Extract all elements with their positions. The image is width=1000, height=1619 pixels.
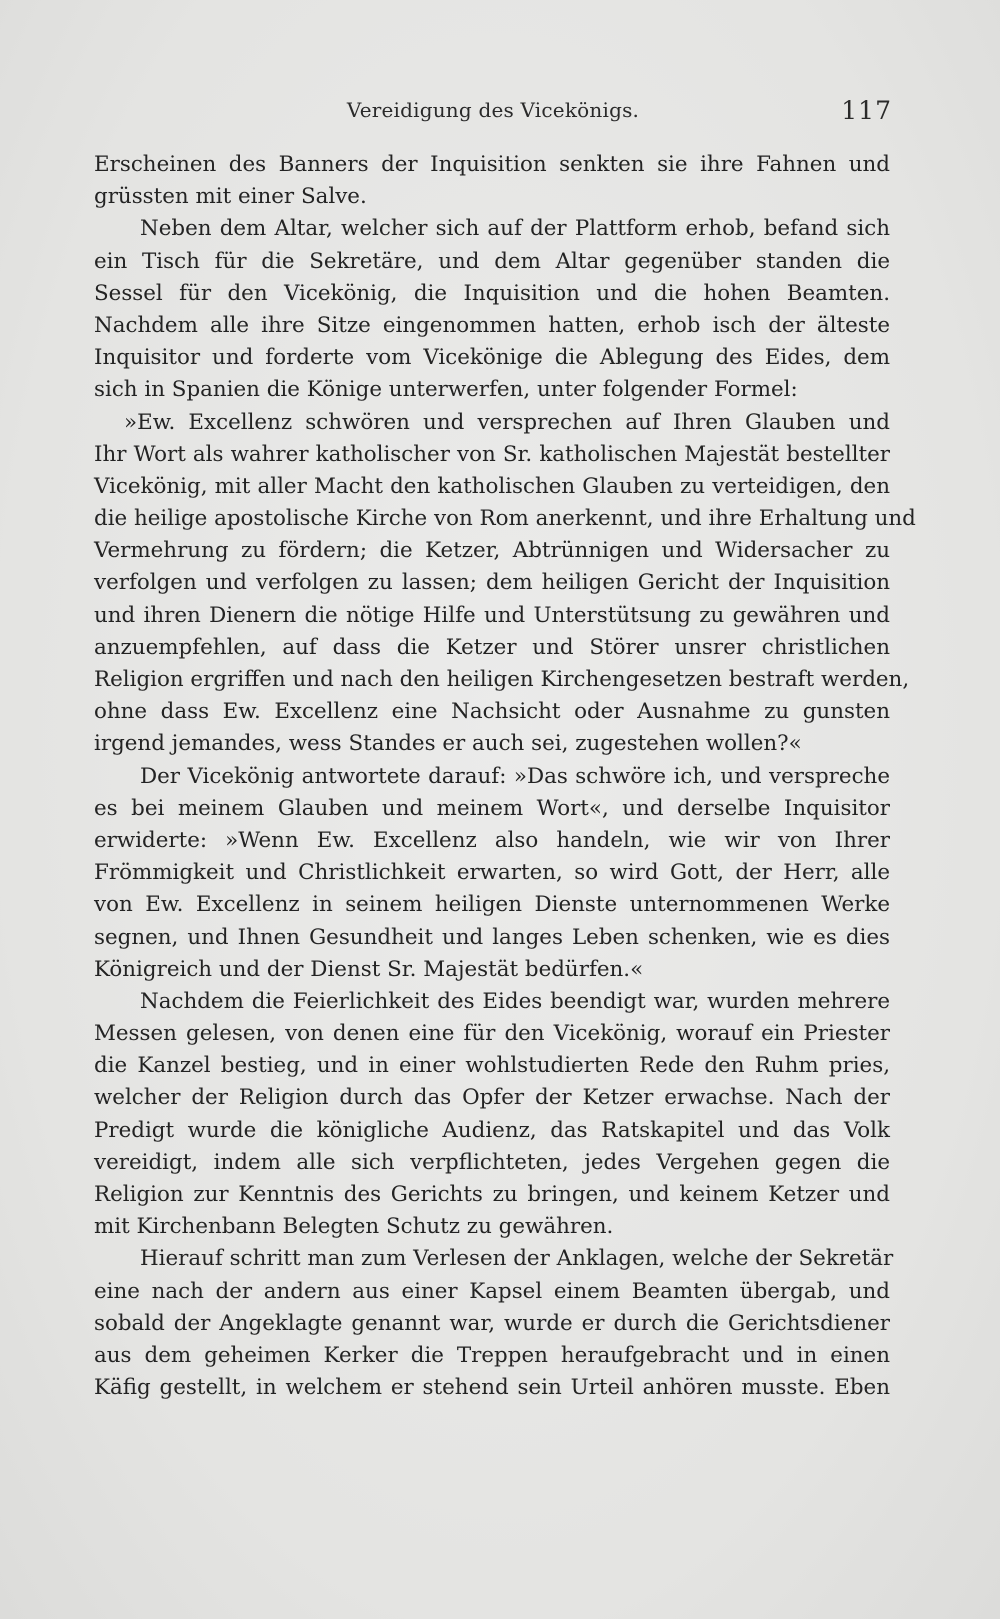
text-line: grüssten mit einer Salve. bbox=[94, 184, 367, 210]
text-line: welcher der Religion durch das Opfer der Ketzer erwachse. Nach der bbox=[94, 1085, 890, 1111]
text-line: sich in Spanien die Könige unterwerfen, unter folgender Formel: bbox=[94, 377, 798, 403]
text-line: Käfig gestellt, in welchem er stehend sein Urteil anhören musste. Eben bbox=[94, 1375, 890, 1401]
text-line: Erscheinen des Banners der Inquisition senkten sie ihre Fahnen und bbox=[94, 152, 890, 177]
text-line: anzuempfehlen, auf dass die Ketzer und Störer unsrer christlichen bbox=[94, 634, 890, 660]
text-line: Nachdem die Feierlichkeit des Eides beendigt war, wurden mehrere bbox=[140, 988, 890, 1014]
text-line: irgend jemandes, wess Standes er auch sei, zugestehen wollen?« bbox=[94, 731, 802, 757]
text-line: segnen, und Ihnen Gesundheit und langes Leben schenken, wie es dies bbox=[94, 924, 890, 950]
text-line: Der Vicekönig antwortete darauf: »Das schwöre ich, und verspreche bbox=[140, 763, 890, 789]
text-line: die heilige apostolische Kirche von Rom anerkennt, und ihre Erhaltung und bbox=[94, 506, 916, 532]
text-line: verfolgen und verfolgen zu lassen; dem heiligen Gericht der Inquisition bbox=[94, 570, 890, 596]
text-line: die Kanzel bestieg, und in einer wohlstudierten Rede den Ruhm pries, bbox=[94, 1053, 890, 1079]
text-line: erwiderte: »Wenn Ew. Excellenz also handeln, wie wir von Ihrer bbox=[94, 827, 890, 853]
text-line: sobald der Angeklagte genannt war, wurde er durch die Gerichtsdiener bbox=[94, 1310, 890, 1336]
text-line: ohne dass Ew. Excellenz eine Nachsicht oder Ausnahme zu gunsten bbox=[94, 699, 890, 725]
text-line: Königreich und der Dienst Sr. Majestät bedürfen.« bbox=[94, 956, 644, 982]
text-line: ein Tisch für die Sekretäre, und dem Altar gegenüber standen die bbox=[94, 248, 890, 274]
text-line: vereidigt, indem alle sich verpflichteten, jedes Vergehen gegen die bbox=[94, 1149, 890, 1175]
text-line: Ihr Wort als wahrer katholischer von Sr. katholischen Majestät bestellter bbox=[94, 441, 890, 467]
text-line: Predigt wurde die königliche Audienz, das Ratskapitel und das Volk bbox=[94, 1117, 890, 1143]
text-line: »Ew. Excellenz schwören und versprechen auf Ihren Glauben und bbox=[124, 409, 890, 435]
text-line: eine nach der andern aus einer Kapsel einem Beamten übergab, und bbox=[94, 1278, 890, 1304]
running-title: Vereidigung des Vicekönigs. bbox=[346, 98, 640, 122]
text-line: es bei meinem Glauben und meinem Wort«, und derselbe Inquisitor bbox=[94, 795, 890, 821]
text-line: und ihren Dienern die nötige Hilfe und Unterstütsung zu gewähren und bbox=[94, 602, 890, 628]
text-line: Messen gelesen, von denen eine für den Vicekönig, worauf ein Priester bbox=[94, 1021, 890, 1047]
text-line: von Ew. Excellenz in seinem heiligen Dienste unternommenen Werke bbox=[94, 892, 890, 918]
text-line: mit Kirchenbann Belegten Schutz zu gewähren. bbox=[94, 1214, 614, 1240]
text-line: Inquisitor und forderte vom Vicekönige die Ablegung des Eides, dem bbox=[94, 345, 890, 371]
text-line: Hierauf schritt man zum Verlesen der Anklagen, welche der Sekretär bbox=[140, 1246, 894, 1272]
text-line: Religion zur Kenntnis des Gerichts zu bringen, und keinem Ketzer und bbox=[94, 1182, 890, 1207]
text-line: Nachdem alle ihre Sitze eingenommen hatten, erhob isch der älteste bbox=[94, 312, 890, 338]
text-line: Sessel für den Vicekönig, die Inquisition und die hohen Beamten. bbox=[94, 280, 890, 306]
text-line: aus dem geheimen Kerker die Treppen heraufgebracht und in einen bbox=[94, 1342, 890, 1368]
body-text bbox=[94, 149, 916, 1404]
text-line: Neben dem Altar, welcher sich auf der Plattform erhob, befand sich bbox=[140, 216, 890, 242]
text-line: Vicekönig, mit aller Macht den katholischen Glauben zu verteidigen, den bbox=[94, 473, 890, 499]
text-line: Religion ergriffen und nach den heiligen Kirchengesetzen bestraft werden, bbox=[94, 667, 910, 692]
page-number: 117 bbox=[841, 96, 892, 125]
text-line: Vermehrung zu fördern; die Ketzer, Abtrünnigen und Widersacher zu bbox=[94, 538, 890, 564]
text-line: Frömmigkeit und Christlichkeit erwarten, so wird Gott, der Herr, alle bbox=[94, 860, 890, 886]
running-head bbox=[94, 98, 892, 132]
